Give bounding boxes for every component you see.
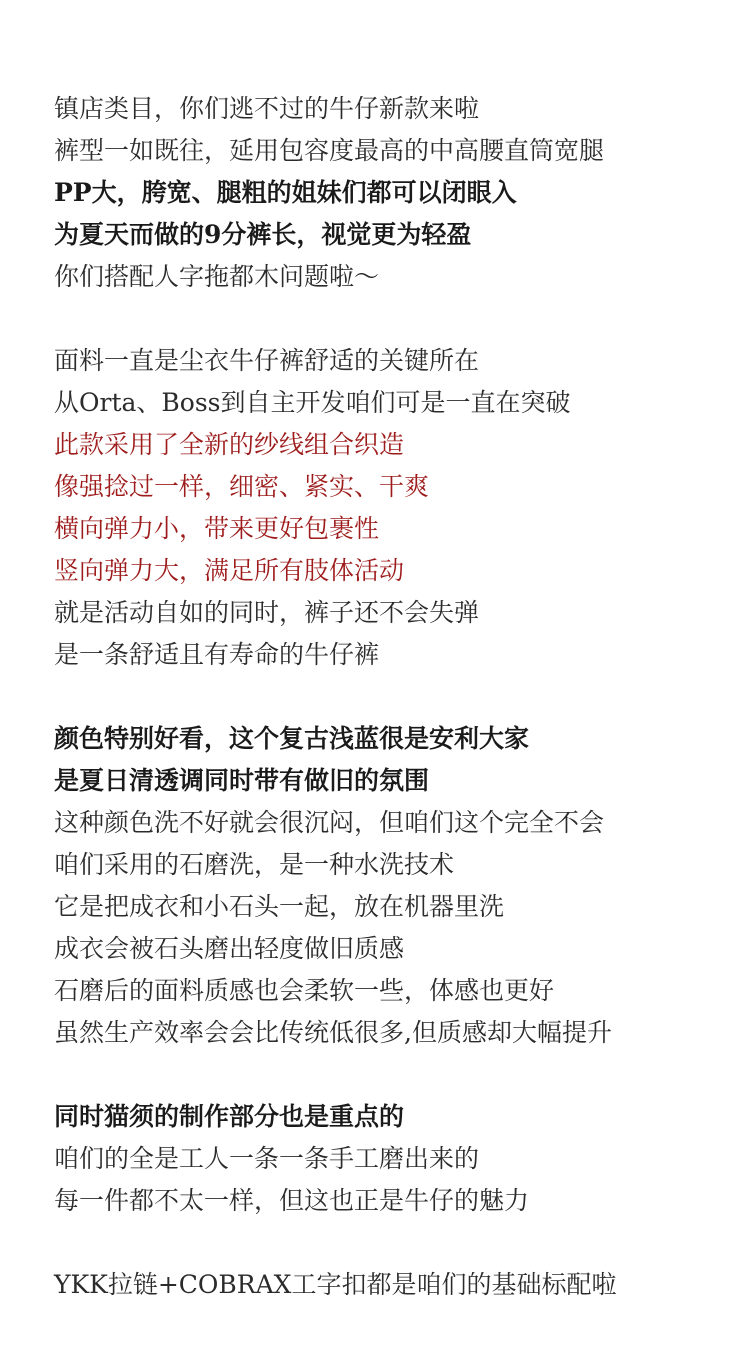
text-line: 面料一直是尘衣牛仔裤舒适的关键所在	[54, 346, 480, 375]
text-line: 咱们的全是工人一条一条手工磨出来的	[54, 1144, 480, 1173]
text-line: 从Orta、Boss到自主开发咱们可是一直在突破	[54, 388, 571, 417]
text-line: 这种颜色洗不好就会很沉闷，但咱们这个完全不会	[54, 808, 605, 837]
text-line: 虽然生产效率会会比传统低很多,但质感却大幅提升	[54, 1018, 612, 1047]
paragraph-5	[54, 1264, 734, 1306]
paragraph-1	[54, 88, 734, 298]
text-line: 是夏日清透调同时带有做旧的氛围	[54, 766, 430, 795]
text-line: 竖向弹力大，满足所有肢体活动	[54, 556, 405, 585]
text-line: 横向弹力小，带来更好包裹性	[54, 514, 380, 543]
text-line: 同时猫须的制作部分也是重点的	[54, 1102, 405, 1131]
text-line: 镇店类目，你们逃不过的牛仔新款来啦	[54, 94, 480, 123]
text-line: 成衣会被石头磨出轻度做旧质感	[54, 934, 405, 963]
text-line: 就是活动自如的同时，裤子还不会失弹	[54, 598, 480, 627]
paragraph-4	[54, 1096, 734, 1222]
text-line: 它是把成衣和小石头一起，放在机器里洗	[54, 892, 505, 921]
text-line: PP大，胯宽、腿粗的姐妹们都可以闭眼入	[54, 178, 517, 207]
text-line: 为夏天而做的9分裤长，视觉更为轻盈	[54, 220, 472, 249]
paragraph-3	[54, 718, 734, 1054]
text-line: 每一件都不太一样，但这也正是牛仔的魅力	[54, 1186, 530, 1215]
text-line: 你们搭配人字拖都木问题啦～	[54, 262, 380, 291]
text-line: 像强捻过一样，细密、紧实、干爽	[54, 472, 430, 501]
text-line: 石磨后的面料质感也会柔软一些，体感也更好	[54, 976, 555, 1005]
text-line: YKK拉链+COBRAX工字扣都是咱们的基础标配啦	[54, 1270, 617, 1299]
text-line: 咱们采用的石磨洗，是一种水洗技术	[54, 850, 455, 879]
text-line: 此款采用了全新的纱线组合织造	[54, 430, 405, 459]
text-line: 颜色特别好看，这个复古浅蓝很是安利大家	[54, 724, 530, 753]
text-line: 裤型一如既往，延用包容度最高的中高腰直筒宽腿	[54, 136, 605, 165]
paragraph-2	[54, 340, 734, 676]
text-line: 是一条舒适且有寿命的牛仔裤	[54, 640, 380, 669]
product-description	[54, 88, 734, 1348]
